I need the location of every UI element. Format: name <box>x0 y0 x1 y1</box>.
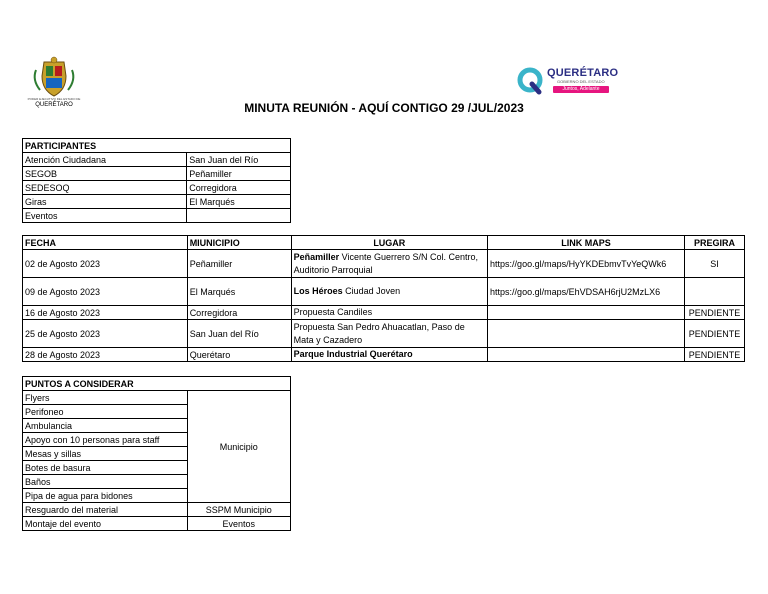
participant-location: Peñamiller <box>187 167 291 181</box>
table-row <box>23 503 291 517</box>
point-responsible: Eventos <box>187 517 290 531</box>
link-maps-cell[interactable]: https://goo.gl/maps/HyYKDEbmvTvYeQWk6 <box>488 250 685 278</box>
lugar-bold: Los Héroes <box>293 286 343 296</box>
point-responsible-group: Municipio <box>187 391 290 503</box>
table-row <box>23 209 291 223</box>
point-responsible: SSPM Municipio <box>187 503 290 517</box>
coat-of-arms-icon <box>26 56 82 100</box>
lugar-bold: Parque Industrial Querétaro <box>293 349 413 359</box>
point-item: Apoyo con 10 personas para staff <box>23 433 188 447</box>
table-row <box>23 181 291 195</box>
fecha-cell: 25 de Agosto 2023 <box>23 320 188 348</box>
table-row <box>23 320 745 348</box>
participants-header: PARTICIPANTES <box>23 139 291 153</box>
queretaro-government-logo <box>513 66 623 98</box>
points-to-consider-table <box>22 376 291 531</box>
municipio-cell: El Marqués <box>187 278 291 306</box>
column-header-fecha: FECHA <box>23 236 188 250</box>
lugar-cell <box>291 320 487 348</box>
municipio-cell: Peñamiller <box>187 250 291 278</box>
table-row <box>23 517 291 531</box>
table-row <box>23 195 291 209</box>
participant-location: Corregidora <box>187 181 291 195</box>
column-header-lugar: LUGAR <box>291 236 487 250</box>
point-item: Resguardo del material <box>23 503 188 517</box>
pregira-cell: PENDIENTE <box>684 320 744 348</box>
table-row <box>23 250 745 278</box>
seal-small-text: PODER EJECUTIVO DEL ESTADO DE <box>27 97 81 101</box>
pregira-cell: PENDIENTE <box>684 306 744 320</box>
lugar-text: Ciudad Joven <box>342 286 401 296</box>
participants-table <box>22 138 291 223</box>
points-header: PUNTOS A CONSIDERAR <box>23 377 291 391</box>
table-row <box>23 391 291 405</box>
link-maps-cell[interactable]: https://goo.gl/maps/EhVDSAH6rjU2MzLX6 <box>488 278 685 306</box>
logo-slogan: Juntos, Adelante <box>562 86 600 92</box>
lugar-cell <box>291 348 487 362</box>
lugar-cell <box>291 250 487 278</box>
lugar-text: Vicente Guerrero S/N Col. Centro, Auditorio Parroquial <box>293 251 479 275</box>
seal-text: QUERÉTARO <box>35 102 73 108</box>
lugar-text: Propuesta Candiles <box>293 307 373 317</box>
point-item: Botes de basura <box>23 461 188 475</box>
point-item: Mesas y sillas <box>23 447 188 461</box>
table-row <box>23 153 291 167</box>
table-row <box>23 278 745 306</box>
participant-name: SEGOB <box>23 167 187 181</box>
lugar-bold: Peñamiller <box>293 251 340 262</box>
pregira-cell: SI <box>684 250 744 278</box>
agenda-table <box>22 235 745 362</box>
page-title: MINUTA REUNIÓN - AQUÍ CONTIGO 29 /JUL/2023 <box>244 101 524 115</box>
table-row <box>23 167 291 181</box>
fecha-cell: 09 de Agosto 2023 <box>23 278 188 306</box>
q-logo-icon <box>515 66 545 96</box>
point-item: Ambulancia <box>23 419 188 433</box>
logo-subtitle: GOBIERNO DEL ESTADO <box>557 79 605 84</box>
participant-location: El Marqués <box>187 195 291 209</box>
fecha-cell: 16 de Agosto 2023 <box>23 306 188 320</box>
lugar-cell <box>291 278 487 306</box>
link-maps-cell[interactable] <box>488 306 685 320</box>
link-maps-cell[interactable] <box>488 348 685 362</box>
column-header-municipio: MIUNICIPIO <box>187 236 291 250</box>
pregira-cell <box>684 278 744 306</box>
table-row <box>23 306 745 320</box>
participant-name: SEDESOQ <box>23 181 187 195</box>
municipio-cell: San Juan del Río <box>187 320 291 348</box>
participant-name: Eventos <box>23 209 187 223</box>
participant-name: Atención Ciudadana <box>23 153 187 167</box>
point-item: Baños <box>23 475 188 489</box>
lugar-text: Propuesta San Pedro Ahuacatlan, Paso de Mata y Cazadero <box>293 321 465 345</box>
point-item: Pipa de agua para bidones <box>23 489 188 503</box>
column-header-pregira: PREGIRA <box>684 236 744 250</box>
municipio-cell: Corregidora <box>187 306 291 320</box>
table-row <box>23 348 745 362</box>
lugar-cell <box>291 306 487 320</box>
point-item: Perifoneo <box>23 405 188 419</box>
link-maps-cell[interactable] <box>488 320 685 348</box>
municipio-cell: Querétaro <box>187 348 291 362</box>
logo-slogan-badge <box>553 86 609 93</box>
agenda-header-row <box>23 236 745 250</box>
participant-name: Giras <box>23 195 187 209</box>
column-header-link: LINK MAPS <box>488 236 685 250</box>
fecha-cell: 02 de Agosto 2023 <box>23 250 188 278</box>
participant-location: San Juan del Río <box>187 153 291 167</box>
fecha-cell: 28 de Agosto 2023 <box>23 348 188 362</box>
point-item: Montaje del evento <box>23 517 188 531</box>
point-item: Flyers <box>23 391 188 405</box>
logo-name: QUERÉTARO <box>547 67 619 79</box>
pregira-cell: PENDIENTE <box>684 348 744 362</box>
participant-location <box>187 209 291 223</box>
